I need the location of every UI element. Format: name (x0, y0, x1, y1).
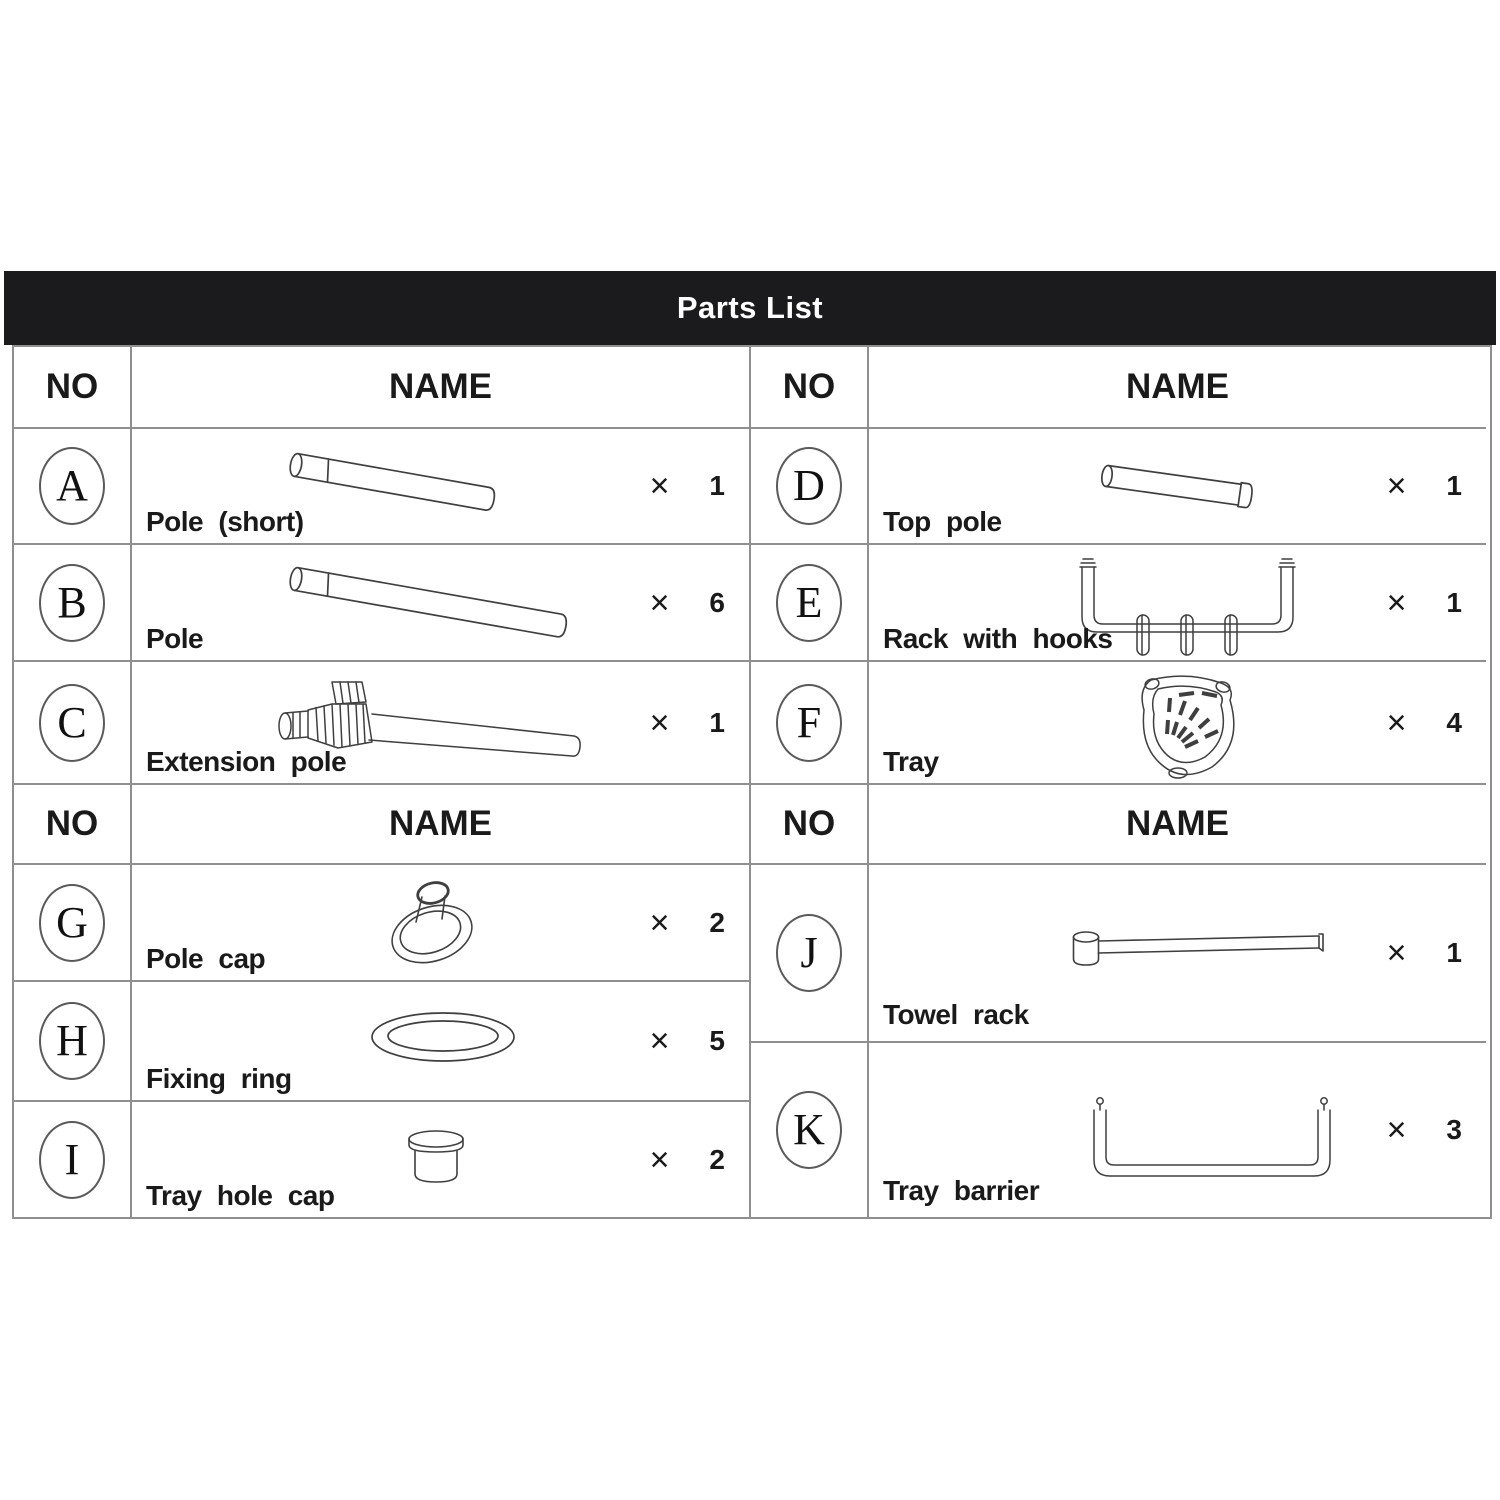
header-no-label: NO (782, 804, 836, 843)
left-top-header-row (14, 347, 749, 427)
part-b-name: Pole (146, 623, 204, 654)
part-j-letter-badge (776, 914, 842, 992)
part-a-name-cell (132, 429, 749, 543)
part-row-d (751, 427, 1486, 543)
part-j-qty-number: 1 (1446, 937, 1462, 968)
part-c-no-cell (14, 662, 132, 783)
header-name-cell (132, 347, 749, 427)
part-i-tray-hole-cap-illustration (400, 1128, 472, 1188)
part-j-qty (1387, 936, 1462, 970)
part-row-j (751, 863, 1486, 1041)
part-f-qty (1386, 703, 1462, 742)
part-row-k (751, 1041, 1486, 1217)
page-title: Parts List (676, 290, 824, 325)
part-f-qty-number: 4 (1446, 706, 1462, 738)
part-row-b (14, 543, 749, 660)
part-g-pole-cap-illustration (380, 877, 485, 972)
part-j-no-cell (751, 865, 869, 1041)
header-no-label: NO (45, 804, 99, 843)
header-name-label: NAME (388, 804, 493, 843)
header-name-cell (132, 785, 749, 863)
multiply-sign: × (649, 903, 670, 942)
part-d-name-cell (869, 429, 1486, 543)
part-d-name: Top pole (883, 506, 1002, 537)
part-b-letter-badge (39, 564, 105, 642)
header-no-cell (14, 347, 132, 427)
part-j-towel-rack-illustration (1069, 927, 1334, 971)
part-e-qty-number: 1 (1446, 586, 1462, 618)
part-g-name-cell (132, 865, 749, 980)
part-j-name: Towel rack (883, 999, 1029, 1030)
part-j-letter: J (800, 928, 818, 977)
part-a-name: Pole (short) (146, 506, 304, 537)
part-a-letter: A (56, 461, 88, 510)
part-a-no-cell (14, 429, 132, 543)
part-f-no-cell (751, 662, 869, 783)
multiply-sign: × (1386, 467, 1407, 505)
left-table (14, 347, 749, 1217)
part-row-g (14, 863, 749, 980)
part-d-letter-badge (776, 447, 842, 525)
header-no-label: NO (782, 367, 836, 406)
part-i-name: Tray hole cap (146, 1180, 335, 1211)
part-e-name-cell (869, 545, 1486, 660)
part-f-letter-badge (776, 684, 842, 762)
part-e-letter: E (795, 577, 823, 627)
part-f-name-cell (869, 662, 1486, 783)
part-row-e (751, 543, 1486, 660)
part-i-letter-badge (39, 1121, 105, 1199)
part-d-no-cell (751, 429, 869, 543)
part-d-top-pole-illustration (1095, 461, 1275, 513)
part-c-name: Extension pole (146, 746, 347, 777)
part-g-qty (649, 903, 725, 942)
part-k-no-cell (751, 1043, 869, 1217)
part-h-qty-number: 5 (709, 1025, 725, 1056)
part-i-name-cell (132, 1102, 749, 1217)
left-bottom-header-row (14, 783, 749, 863)
part-h-letter: H (56, 1016, 88, 1065)
part-g-letter-badge (39, 884, 105, 962)
header-name-label: NAME (388, 367, 493, 406)
part-k-qty (1387, 1113, 1462, 1147)
header-name-label: NAME (1125, 367, 1230, 406)
part-d-letter: D (793, 461, 825, 510)
part-a-qty-number: 1 (709, 470, 725, 501)
header-name-cell (869, 347, 1486, 427)
part-g-name: Pole cap (146, 943, 266, 974)
parts-tables (12, 345, 1492, 1219)
part-h-letter-badge (39, 1002, 105, 1080)
part-c-letter: C (57, 697, 87, 747)
part-f-tray-illustration (1121, 668, 1251, 783)
part-e-no-cell (751, 545, 869, 660)
part-e-qty (1386, 583, 1462, 622)
multiply-sign: × (1386, 1111, 1407, 1149)
part-k-letter: K (793, 1105, 825, 1154)
part-d-qty (1387, 469, 1462, 503)
part-i-qty-number: 2 (709, 1143, 725, 1175)
part-k-letter-badge (776, 1091, 842, 1169)
multiply-sign: × (1386, 583, 1407, 622)
part-f-name: Tray (883, 746, 939, 777)
part-d-qty-number: 1 (1446, 470, 1462, 501)
header-name-label: NAME (1125, 804, 1230, 843)
part-k-name: Tray barrier (883, 1175, 1040, 1206)
part-h-qty (650, 1024, 725, 1058)
multiply-sign: × (649, 583, 670, 622)
part-row-h (14, 980, 749, 1100)
part-c-qty-number: 1 (709, 706, 725, 738)
part-row-i (14, 1100, 749, 1217)
parts-list-header-bar (4, 271, 1496, 345)
header-name-cell (869, 785, 1486, 863)
multiply-sign: × (649, 703, 670, 742)
multiply-sign: × (649, 1022, 670, 1060)
part-c-letter-badge (39, 684, 105, 762)
part-j-name-cell (869, 865, 1486, 1041)
part-k-qty-number: 3 (1446, 1114, 1462, 1145)
header-no-cell (751, 347, 869, 427)
part-k-name-cell (869, 1043, 1486, 1217)
header-no-cell (14, 785, 132, 863)
part-c-qty (649, 703, 725, 742)
multiply-sign: × (1386, 934, 1407, 972)
right-bottom-header-row (751, 783, 1486, 863)
part-b-name-cell (132, 545, 749, 660)
part-row-f (751, 660, 1486, 783)
part-row-c (14, 660, 749, 783)
part-row-a (14, 427, 749, 543)
part-k-tray-barrier-illustration (1081, 1095, 1346, 1190)
part-f-letter: F (796, 697, 822, 747)
part-b-letter: B (57, 577, 87, 627)
part-c-name-cell (132, 662, 749, 783)
right-table (749, 347, 1486, 1217)
part-b-pole-illustration (280, 565, 595, 643)
part-e-letter-badge (776, 564, 842, 642)
header-no-label: NO (45, 367, 99, 406)
multiply-sign: × (649, 467, 670, 505)
part-e-name: Rack with hooks (883, 623, 1113, 654)
part-b-qty-number: 6 (709, 586, 725, 618)
part-a-letter-badge (39, 447, 105, 525)
part-h-name: Fixing ring (146, 1063, 292, 1094)
part-g-no-cell (14, 865, 132, 980)
header-no-cell (751, 785, 869, 863)
part-h-name-cell (132, 982, 749, 1100)
part-b-no-cell (14, 545, 132, 660)
part-h-no-cell (14, 982, 132, 1100)
part-i-no-cell (14, 1102, 132, 1217)
part-b-qty (649, 583, 725, 622)
multiply-sign: × (649, 1140, 670, 1179)
part-i-qty (649, 1140, 725, 1179)
part-a-qty (650, 469, 725, 503)
right-top-header-row (751, 347, 1486, 427)
part-i-letter: I (64, 1134, 80, 1184)
part-g-letter: G (56, 897, 88, 947)
part-h-fixing-ring-illustration (366, 1010, 521, 1065)
part-g-qty-number: 2 (709, 906, 725, 938)
part-a-pole-short-illustration (280, 451, 515, 521)
multiply-sign: × (1386, 703, 1407, 742)
